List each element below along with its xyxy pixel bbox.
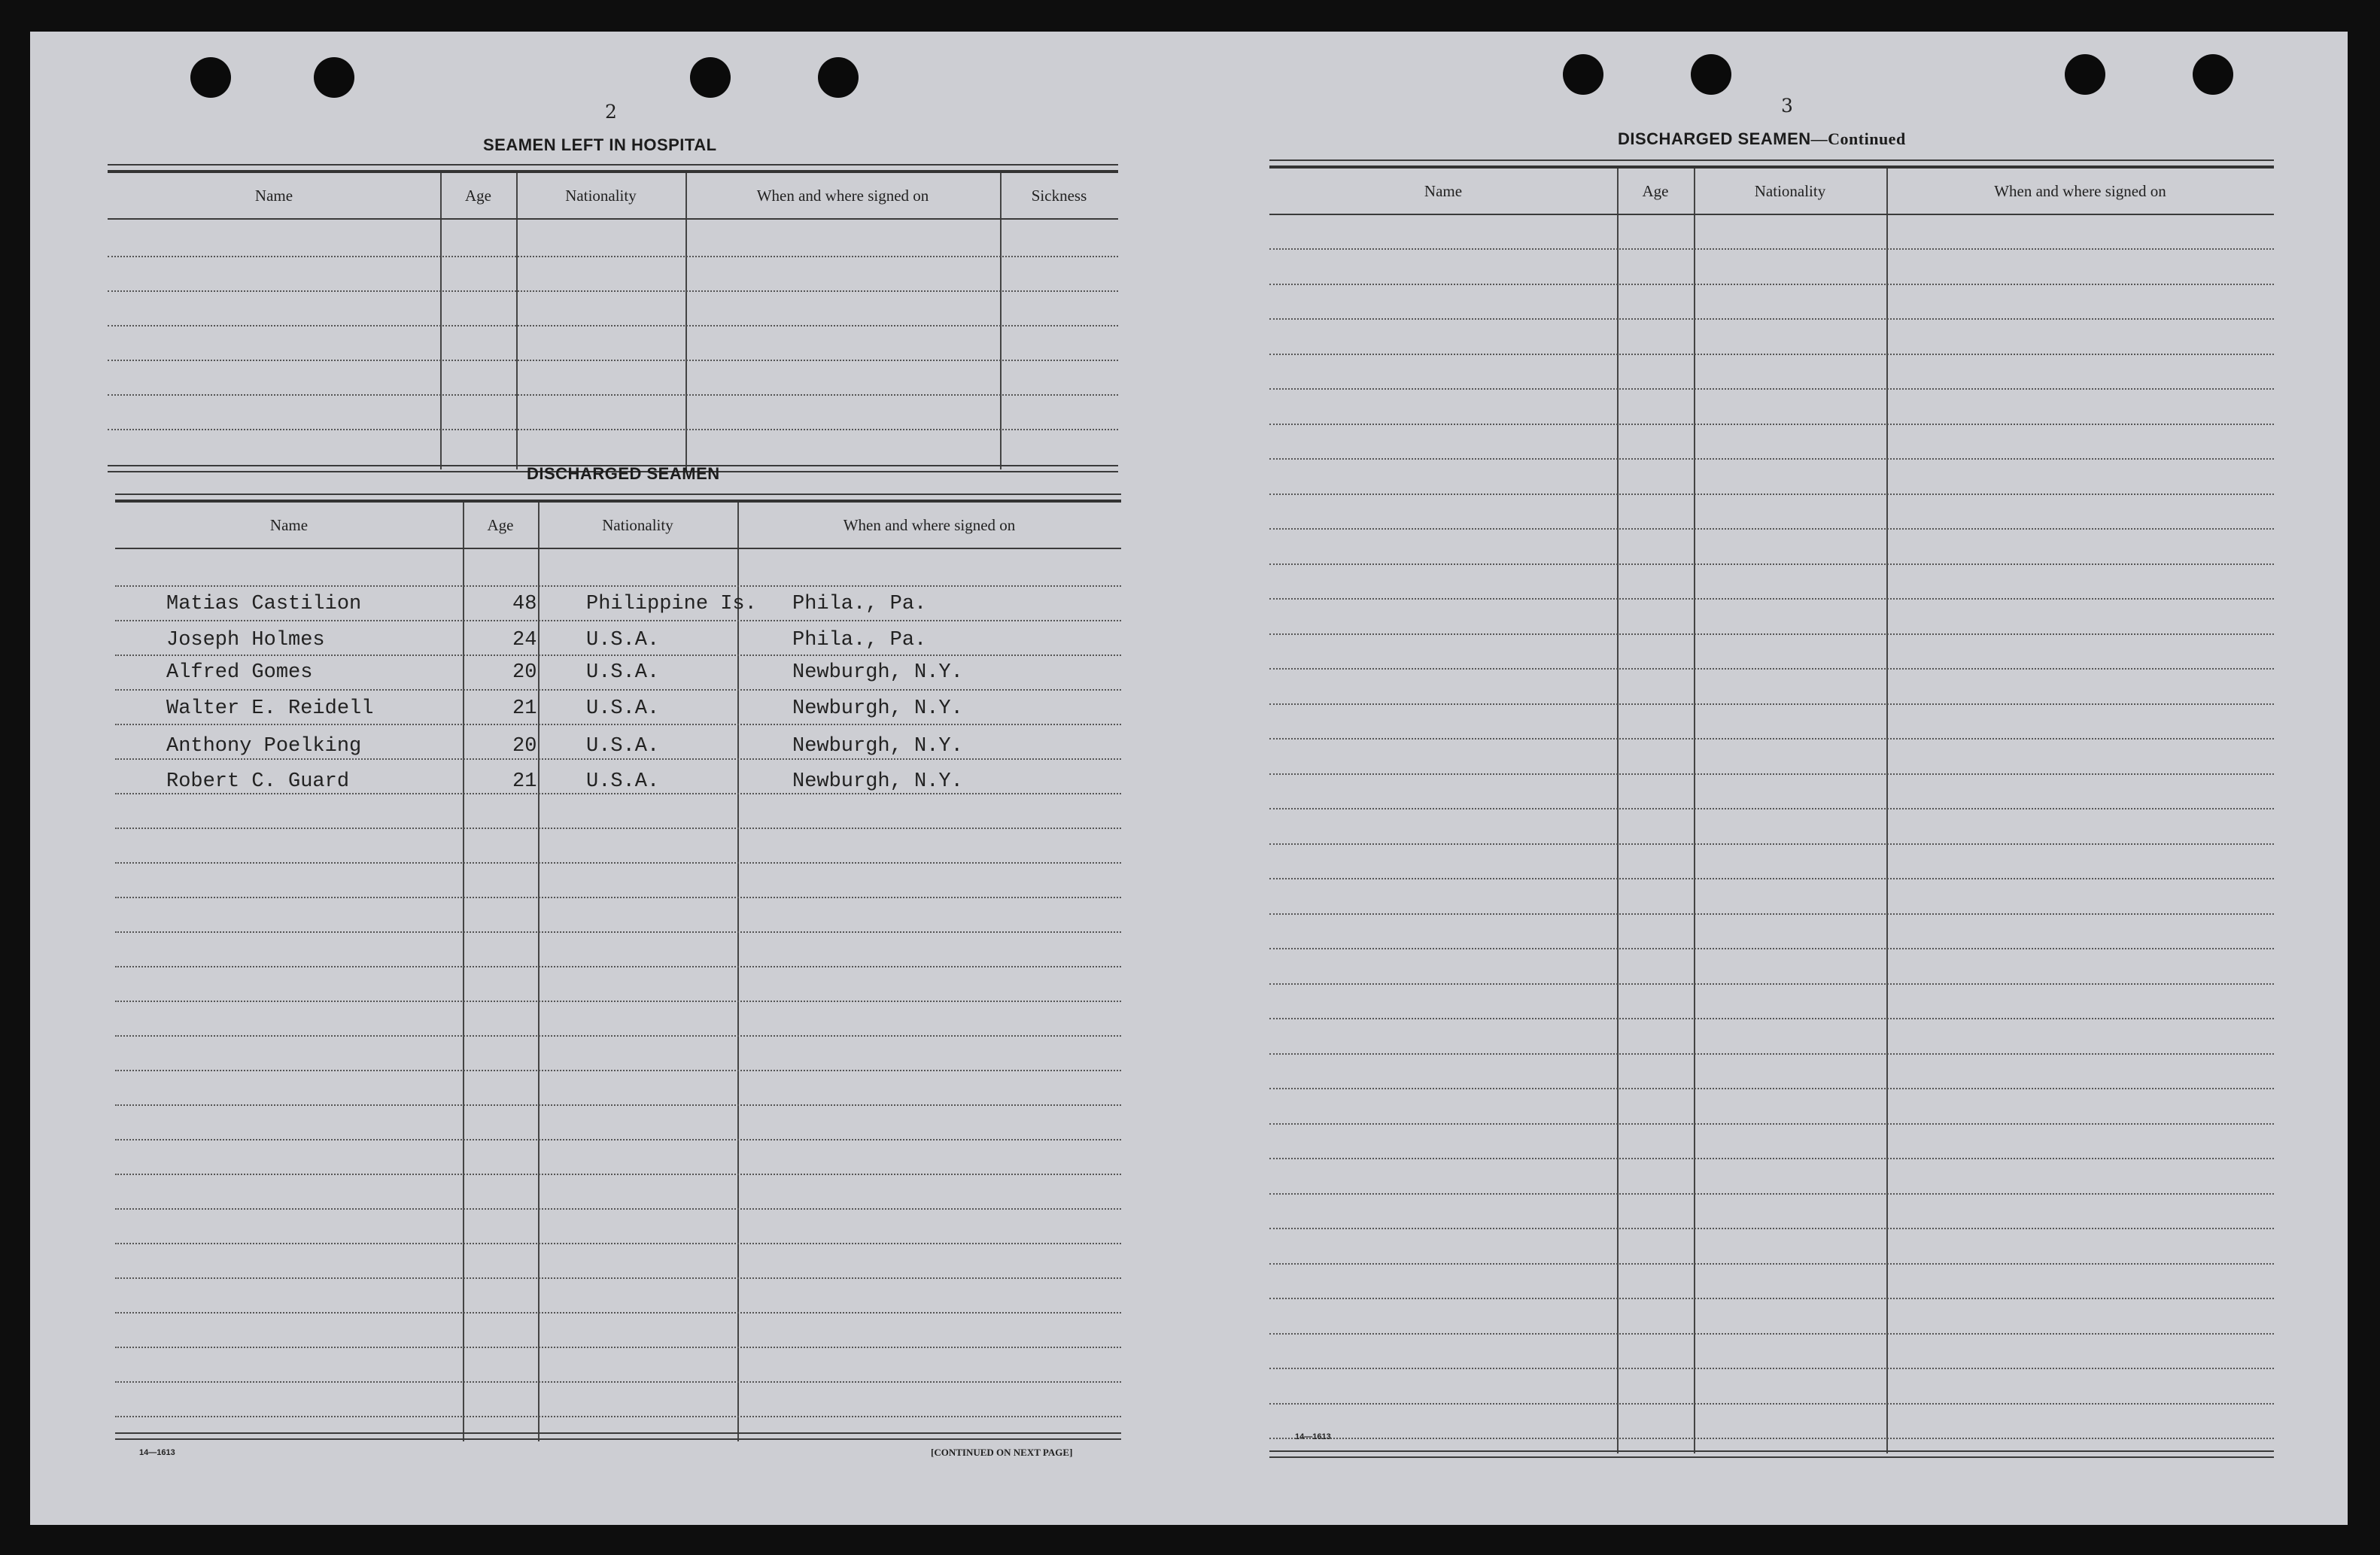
discharged-continued-table [1269, 159, 2274, 1461]
discharged-table [115, 494, 1121, 1441]
discharged-cell-name: Robert C. Guard [166, 770, 350, 793]
ruled-line [1269, 563, 2274, 565]
discharged-cell-signed-on: Newburgh, N.Y. [792, 661, 963, 684]
ruled-line [115, 1416, 1121, 1417]
form-number-left: 14—1613 [139, 1448, 175, 1457]
ruled-line [1269, 318, 2274, 320]
ruled-line [1269, 983, 2274, 985]
discharged-cell-signed-on: Phila., Pa. [792, 593, 927, 615]
ruled-line [1269, 284, 2274, 285]
column-divider [737, 503, 739, 1441]
discharged-cell-nationality: U.S.A. [586, 770, 660, 793]
ruled-line [1269, 913, 2274, 915]
punch-hole [1691, 54, 1731, 95]
ruled-line [1269, 248, 2274, 250]
punch-hole [690, 57, 731, 98]
ruled-line [108, 256, 1118, 257]
discharged-cell-name: Alfred Gomes [166, 661, 313, 684]
ruled-line [115, 1277, 1121, 1279]
ruled-line [115, 724, 1121, 725]
discharged-cell-age: 21 [512, 770, 537, 793]
ruled-line [108, 325, 1118, 326]
ruled-line [1269, 388, 2274, 390]
ruled-line [115, 1070, 1121, 1071]
ruled-line [1269, 494, 2274, 495]
ruled-line [115, 689, 1121, 691]
ruled-line [115, 828, 1121, 829]
continued-section-title [1618, 129, 1906, 149]
column-divider [463, 503, 464, 1441]
ruled-line [1269, 843, 2274, 845]
discharged-cell-nationality: U.S.A. [586, 697, 660, 720]
ruled-line [108, 360, 1118, 361]
continued-title-suffix: —Continued [1810, 129, 1906, 148]
discharged-cell-age: 24 [512, 629, 537, 651]
ruled-line [1269, 1193, 2274, 1195]
ruled-line [1269, 1298, 2274, 1299]
continued-header-signed-on: When and where signed on [1994, 182, 2166, 200]
ruled-line [1269, 424, 2274, 425]
ruled-line [1269, 458, 2274, 460]
ruled-line [1269, 1438, 2274, 1439]
column-divider [1694, 169, 1695, 1453]
discharged-header-name: Name [269, 516, 309, 534]
ruled-line [1269, 878, 2274, 879]
discharged-cell-nationality: U.S.A. [586, 735, 660, 758]
ruled-line [115, 585, 1121, 587]
ruled-line [1269, 354, 2274, 355]
ruled-line [108, 394, 1118, 396]
discharged-cell-name: Walter E. Reidell [166, 697, 374, 720]
hospital-header-nationality: Nationality [565, 187, 637, 205]
discharged-cell-nationality: U.S.A. [586, 661, 660, 684]
continued-header-age: Age [1642, 182, 1669, 200]
ruled-line [1269, 1123, 2274, 1125]
ruled-line [115, 758, 1121, 760]
continued-header-name: Name [1424, 182, 1463, 200]
ruled-line [1269, 1158, 2274, 1159]
rule [115, 1438, 1121, 1440]
discharged-header-nationality: Nationality [602, 516, 673, 534]
ruled-line [115, 862, 1121, 864]
page-number-left: 2 [605, 101, 617, 123]
ruled-line [115, 654, 1121, 656]
ruled-line [108, 290, 1118, 292]
ruled-line [1269, 738, 2274, 740]
discharged-header-age: Age [487, 516, 514, 534]
ruled-line [1269, 1228, 2274, 1229]
ruled-line [1269, 633, 2274, 635]
punch-hole [2065, 54, 2105, 95]
ruled-line [115, 1035, 1121, 1037]
document-sheet [30, 32, 2348, 1525]
ruled-line [1269, 948, 2274, 949]
ruled-line [1269, 1403, 2274, 1405]
discharged-cell-signed-on: Newburgh, N.Y. [792, 735, 963, 758]
column-divider [1886, 169, 1888, 1453]
rule [108, 164, 1118, 166]
punch-hole [314, 57, 354, 98]
punch-hole [2193, 54, 2233, 95]
rule [108, 170, 1118, 173]
punch-hole [818, 57, 859, 98]
rule [1269, 1456, 2274, 1458]
header-rule [115, 548, 1121, 549]
ruled-line [115, 1208, 1121, 1210]
header-rule [108, 218, 1118, 220]
ruled-line [1269, 1333, 2274, 1335]
ruled-line [1269, 808, 2274, 809]
ruled-line [115, 966, 1121, 967]
discharged-cell-name: Anthony Poelking [166, 735, 362, 758]
hospital-table [108, 164, 1118, 475]
ruled-line [1269, 703, 2274, 705]
discharged-cell-name: Matias Castilion [166, 593, 362, 615]
discharged-cell-age: 20 [512, 661, 537, 684]
rule [115, 500, 1121, 503]
ruled-line [1269, 528, 2274, 530]
hospital-header-sickness: Sickness [1031, 187, 1087, 205]
column-divider [538, 503, 540, 1441]
page-number-right: 3 [1781, 95, 1793, 117]
discharged-cell-age: 48 [512, 593, 537, 615]
ruled-line [115, 1001, 1121, 1002]
ruled-line [115, 620, 1121, 621]
rule [1269, 159, 2274, 161]
ruled-line [1269, 773, 2274, 775]
hospital-header-name: Name [254, 187, 293, 205]
ruled-line [108, 429, 1118, 430]
ruled-line [115, 1381, 1121, 1383]
ruled-line [115, 1139, 1121, 1140]
ruled-line [1269, 1088, 2274, 1089]
ruled-line [115, 931, 1121, 933]
ruled-line [115, 1243, 1121, 1244]
rule [1269, 166, 2274, 169]
ruled-line [1269, 668, 2274, 670]
ruled-line [115, 793, 1121, 794]
rule [115, 494, 1121, 495]
discharged-cell-age: 21 [512, 697, 537, 720]
ruled-line [115, 1312, 1121, 1314]
hospital-header-signed-on: When and where signed on [756, 187, 929, 205]
punch-hole [190, 57, 231, 98]
rule [115, 1432, 1121, 1434]
ruled-line [1269, 1263, 2274, 1265]
discharged-cell-age: 20 [512, 735, 537, 758]
discharged-section-title: DISCHARGED SEAMEN [527, 464, 720, 483]
discharged-cell-nationality: U.S.A. [586, 629, 660, 651]
continued-header-nationality: Nationality [1754, 182, 1826, 200]
discharged-cell-nationality: Philippine Is. [586, 593, 757, 615]
ruled-line [1269, 598, 2274, 600]
continued-note: [CONTINUED ON NEXT PAGE] [931, 1447, 1073, 1458]
rule [1269, 1450, 2274, 1452]
punch-hole [1563, 54, 1603, 95]
header-rule [1269, 214, 2274, 215]
column-divider [1617, 169, 1619, 1453]
ruled-line [115, 1104, 1121, 1106]
discharged-cell-signed-on: Newburgh, N.Y. [792, 770, 963, 793]
hospital-header-age: Age [465, 187, 491, 205]
ruled-line [115, 1347, 1121, 1348]
ruled-line [1269, 1053, 2274, 1055]
discharged-cell-signed-on: Newburgh, N.Y. [792, 697, 963, 720]
form-number-right: 14—1613 [1295, 1432, 1331, 1441]
ruled-line [1269, 1368, 2274, 1369]
ruled-line [115, 1174, 1121, 1175]
continued-title-main: DISCHARGED SEAMEN [1618, 129, 1811, 148]
discharged-cell-signed-on: Phila., Pa. [792, 629, 927, 651]
hospital-section-title: SEAMEN LEFT IN HOSPITAL [483, 135, 717, 154]
ruled-line [115, 897, 1121, 898]
ruled-line [1269, 1018, 2274, 1019]
discharged-cell-name: Joseph Holmes [166, 629, 325, 651]
discharged-header-signed-on: When and where signed on [843, 516, 1016, 534]
